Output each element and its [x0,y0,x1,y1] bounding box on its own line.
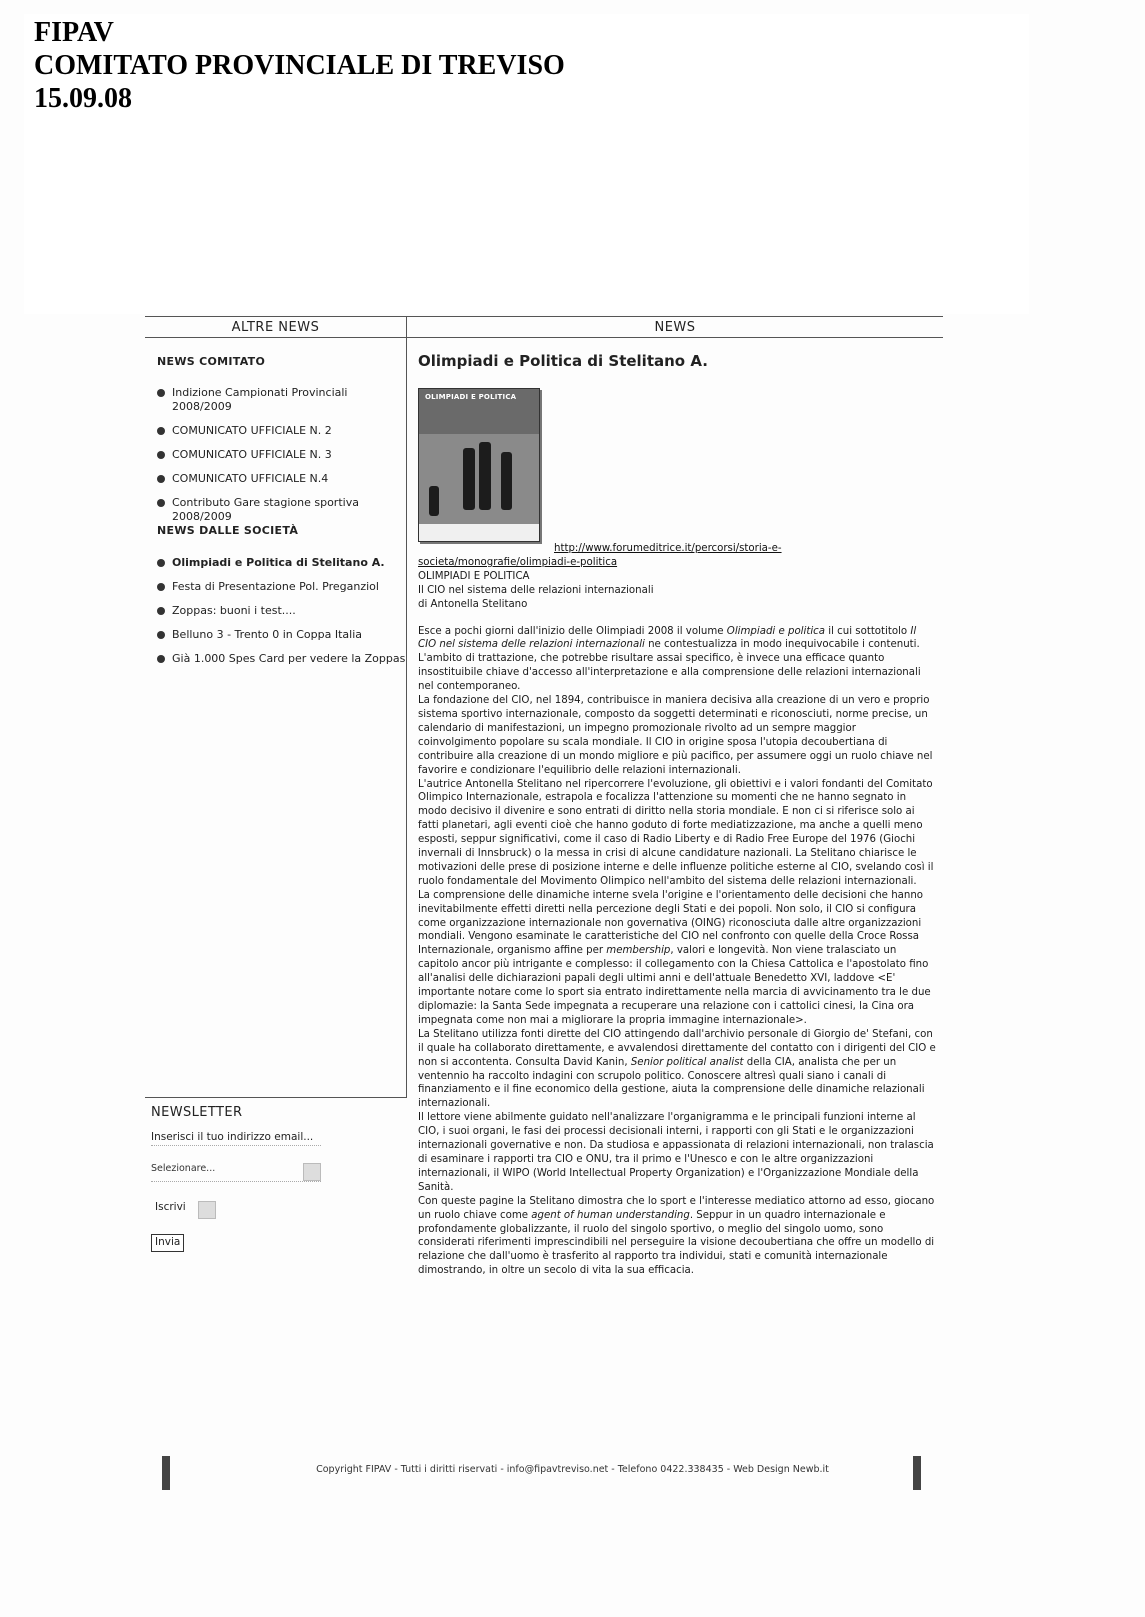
paragraph: La Stelitano utilizza fonti dirette del CIO attingendo dall'archivio personale di Giorgio de' Stefani, con il quale ha collaborato direttamente, e avvalendosi direttamente del contatto con i dirigenti del CIO e non si accontenta. Consulta David Kanin, Senior political analist della CIA, analista che per un ventennio ha raccolto indagini con scrupolo politico. Conoscere altresì quali siano i canali di finanziamento e il fine economico della gestione, aiuta la comprensione delle dinamiche relazionali internazionali. [418,1028,936,1110]
book-cover-title: OLIMPIADI E POLITICA [425,393,517,401]
paragraph: L'autrice Antonella Stelitano nel ripercorrere l'evoluzione, gli obiettivi e i valori fondanti del Comitato Olimpico Internazionale, estrapola e focalizza l'attenzione su momenti che ne hanno segnato in modo decisivo il divenire e sono entrati di diritto nella storia mondiale. E non ci si riferisce solo ai fatti planetari, agli eventi cioè che hanno goduto di forte mediatizzazione, ma anche a quelli meno esposti, seppur significativi, come il caso di Radio Liberty e di Radio Free Europe del 1976 (Giochi invernali di Innsbruck) o la messa in crisi di alcune candidature nazionali. La Stelitano chiarisce le motivazioni delle prese di posizione interne e delle influenze politiche esterne al CIO, svelando così il ruolo fondamentale del Movimento Olimpico nell'ambito del sistema delle relazioni internazionali. [418,778,934,887]
fax-header [34,16,565,115]
list-item[interactable]: Zoppas: buoni i test.... [157,604,407,618]
table-top-rule [145,316,943,317]
list-item[interactable]: COMUNICATO UFFICIALE N. 3 [157,448,407,462]
bullet-icon [157,451,165,459]
header-org: FIPAV [34,17,114,48]
select-value: Selezionare... [151,1163,216,1174]
paragraph: Il lettore viene abilmente guidato nell'analizzare l'organigramma e le principali funzioni interne al CIO, i suoi organi, le fasi dei processi decisionali interni, i rapporti con gli Stati e le organizzazioni internazionali governative e non. Da studiosa e appassionata di relazioni internazionali, non tralascia di esaminare i rapporti tra CIO e ONU, tra il primo e l'Unesco e con le altre organizzazioni internazionali, il WIPO (World Intellectual Property Organization) e l'Organizzazione Mondiale della Sanità. [418,1112,934,1193]
article-link-continued[interactable]: societa/monografie/olimpiadi-e-politica [418,556,618,568]
article-body [418,542,936,1278]
header-date: 15.09.08 [34,83,132,114]
list-item[interactable]: Belluno 3 - Trento 0 in Coppa Italia [157,628,407,642]
book-cover-bottom [419,524,539,541]
news-societa-title: NEWS DALLE SOCIETÀ [157,524,299,537]
submit-button[interactable]: Invia [151,1234,184,1252]
bullet-icon [157,583,165,591]
bullet-icon [157,631,165,639]
paragraph: Esce a pochi giorni dall'inizio delle Olimpiadi 2008 il volume Olimpiadi e politica il cui sottotitolo Il CIO nel sistema delle relazioni internazionali ne contestualizza in modo inequivocabile i contenuti. L'ambito di trattazione, che potrebbe risultare assai specifico, è invece una efficace quanto insostituibile chiave d'accesso all'interpretazione e alla comprensione delle relazioni internazionali nel contemporaneo. [418,625,921,693]
list-item[interactable]: COMUNICATO UFFICIALE N. 2 [157,424,407,438]
athlete-figure [429,486,439,516]
table-header-rule [145,337,943,338]
news-societa-list [157,556,407,666]
bullet-icon [157,389,165,397]
list-item[interactable]: COMUNICATO UFFICIALE N.4 [157,472,407,486]
bullet-icon [157,475,165,483]
chevron-down-icon[interactable] [303,1163,321,1181]
footer-copyright: Copyright FIPAV - Tutti i diritti riservati - info@fipavtreviso.net - Telefono 0422.338435 - Web Design Newb.it [316,1464,829,1475]
bullet-icon [157,607,165,615]
article-subhead: OLIMPIADI E POLITICA [418,570,530,582]
news-comitato-title: NEWS COMITATO [157,355,266,368]
news-comitato-list [157,386,407,524]
athlete-figure [501,452,512,510]
bullet-icon [157,499,165,507]
paragraph: La fondazione del CIO, nel 1894, contribuisce in maniera decisiva alla creazione di un vero e proprio sistema sportivo internazionale, composto da soggetti determinati e riconosciuti, norme precise, un calendario di manifestazioni, un impegno promozionale rivolto ad un sempre maggior coinvolgimento popolare su scala mondiale. Il CIO in origine sposa l'utopia decoubertiana di contribuire alla creazione di un mondo migliore e più pacifico, per assumere oggi un ruolo chiave nel favorire e condizionare l'equilibrio delle relazioni internazionali. [418,695,933,776]
paragraph: La comprensione delle dinamiche interne svela l'origine e l'orientamento delle decisioni che hanno inevitabilmente effetti diretti nella percezione degli Stati e dei popoli. Non solo, il CIO si configura come organizzazione internazionale non governativa (OING) riconosciuta dalle altre organizzazioni mondiali. Vengono esaminate le caratteristiche del CIO nel confronto con quelle della Croce Rossa Internazionale, organismo affine per membership, valori e longevità. Non viene tralasciato un capitolo ancor più intrigante e complesso: il collegamento con la Chiesa Cattolica e l'apostolato fino all'analisi delle dichiarazioni papali degli ultimi anni e dell'attuale Benedetto XVI, laddove <E' importante notare come lo sport sia entrato indirettamente nella marcia di avvicinamento tra le due diplomazie: la Santa Sede impegnata a recuperare una relazione con i cattolici cinesi, la Cina ora impegnata come non mai a migliorare la propria immagine internazionale>. [418,889,931,1026]
bullet-icon [157,427,165,435]
paragraph: Con queste pagine la Stelitano dimostra che lo sport e l'interesse mediatico attorno ad esso, giocano un ruolo chiave come agent of human understanding. Seppur in un quadro internazionale e profondamente globalizzante, il ruolo del singolo sportivo, o meglio del singolo uomo, sono considerati riferimenti imprescindibili nel perseguire la visione decoubertiana che offre un modello di relazione che dall'uomo è trasferito al rapporto tra individui, stati e comunità internazionale dimostrando, in oltre un secolo di vita la sua efficacia. [418,1195,935,1277]
bullet-icon [157,655,165,663]
email-field[interactable] [151,1129,321,1146]
article-subhead: Il CIO nel sistema delle relazioni internazionali [418,584,654,596]
list-item[interactable]: Indizione Campionati Provinciali 2008/2009 [157,386,407,414]
athlete-figure [463,448,475,510]
book-cover-photo [419,434,539,524]
article-author: di Antonella Stelitano [418,598,528,610]
newsletter-select[interactable] [151,1163,321,1182]
list-item[interactable]: Contributo Gare stagione sportiva 2008/2009 [157,496,362,524]
list-item[interactable]: Già 1.000 Spes Card per vedere la Zoppas [157,652,407,666]
subscribe-label: Iscrivi [155,1201,186,1213]
newsletter-title: NEWSLETTER [151,1105,243,1120]
article-title: Olimpiadi e Politica di Stelitano A. [418,352,708,370]
list-item-active[interactable]: Olimpiadi e Politica di Stelitano A. [157,556,407,570]
subscribe-checkbox[interactable] [198,1201,216,1219]
column-heading-altre-news: ALTRE NEWS [231,320,320,335]
header-committee: COMITATO PROVINCIALE DI TREVISO [34,50,565,81]
scan-mark-right [913,1456,921,1490]
article-link[interactable]: http://www.forumeditrice.it/percorsi/storia-e- [554,543,782,554]
athlete-figure [479,442,491,510]
sidebar-bottom-rule [145,1097,407,1098]
book-cover-image [418,388,540,542]
bullet-icon [157,559,165,567]
column-heading-news: NEWS [654,320,696,335]
list-item[interactable]: Festa di Presentazione Pol. Preganziol [157,580,407,594]
